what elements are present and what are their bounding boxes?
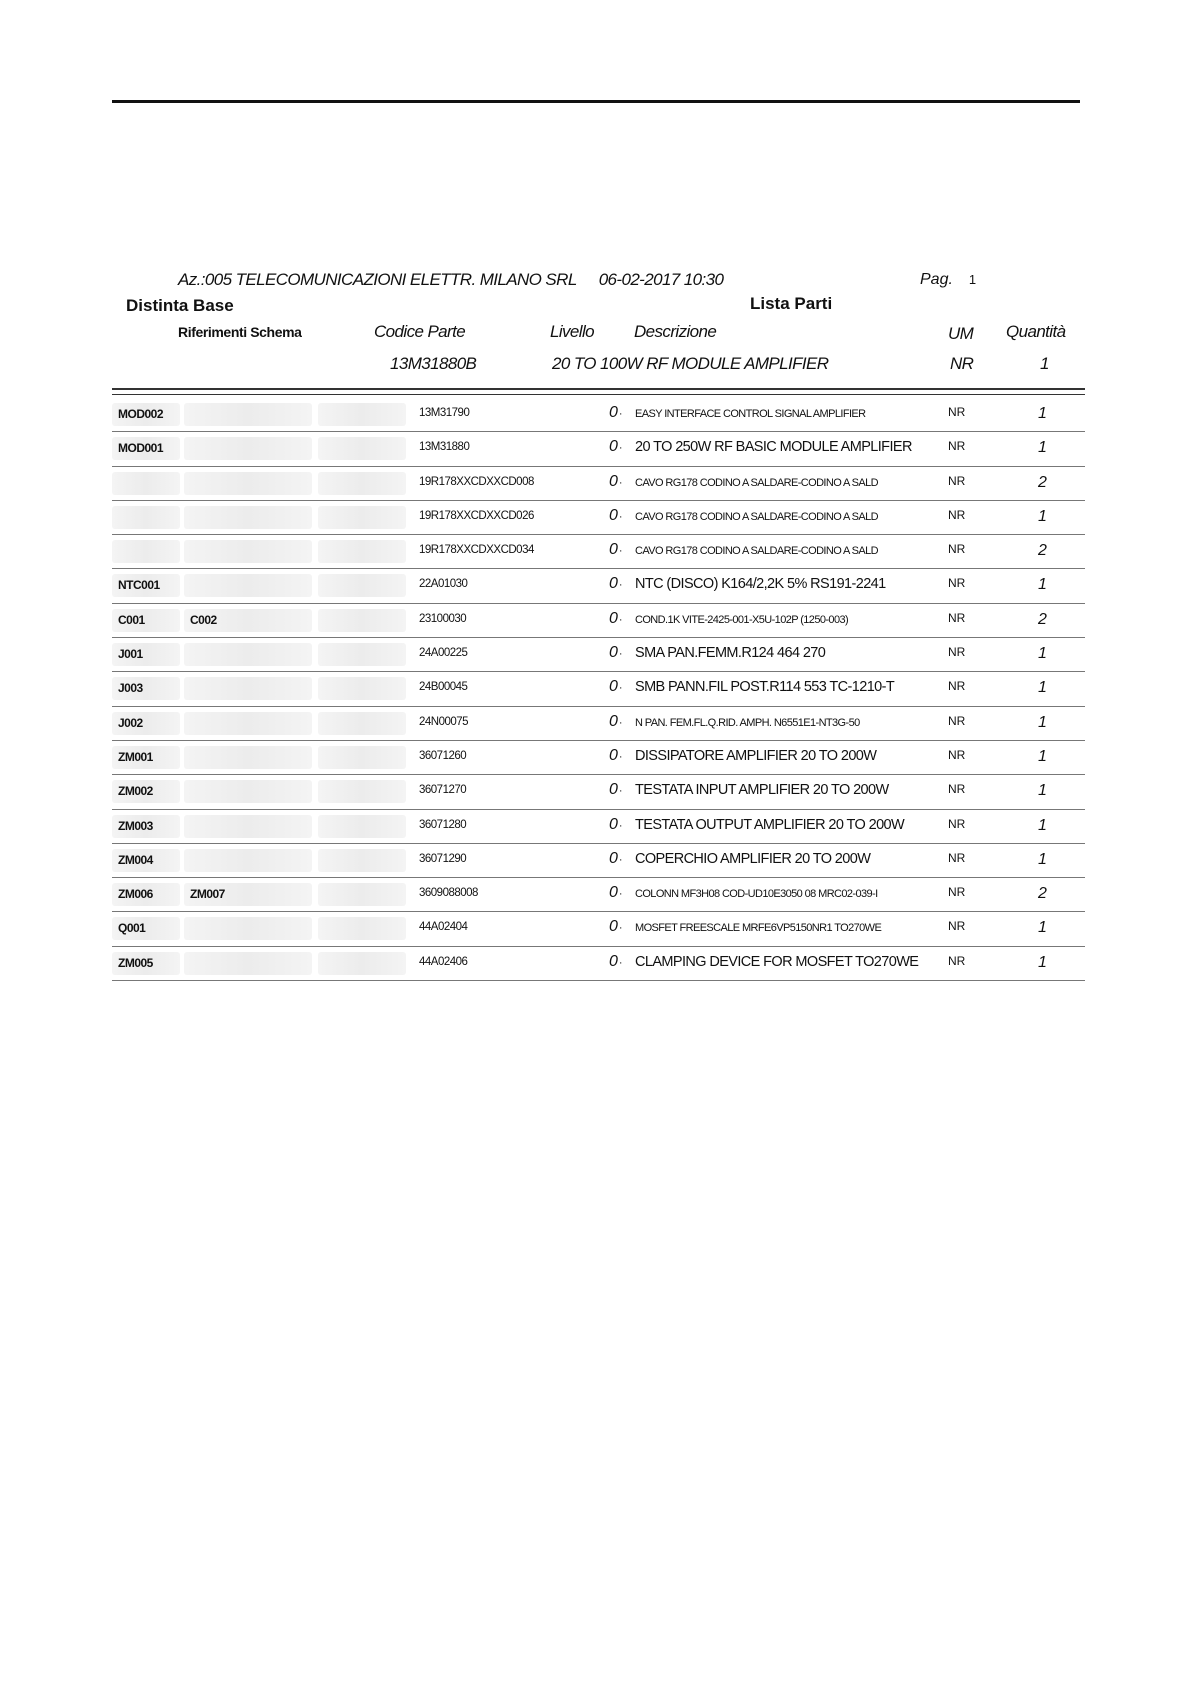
redacted-cell	[184, 472, 312, 495]
cell-descrizione: TESTATA OUTPUT AMPLIFIER 20 TO 200W	[635, 816, 905, 833]
cell-descrizione: TESTATA INPUT AMPLIFIER 20 TO 200W	[635, 782, 889, 799]
cell-riferimento-1: ZM005	[118, 955, 153, 970]
livello-marker: ·	[618, 545, 623, 558]
page-number: 1	[968, 272, 977, 287]
cell-livello-value: 0	[609, 644, 618, 662]
cell-descrizione: N PAN. FEM.FL.Q.RID. AMPH. N6551E1-NT3G-50	[635, 716, 860, 729]
cell-riferimento-2: C002	[190, 612, 217, 627]
cell-quantita: 1	[1038, 405, 1047, 422]
redacted-cell	[318, 403, 406, 426]
cell-riferimento-1: C001	[118, 612, 145, 627]
cell-quantita: 1	[1038, 576, 1047, 594]
cell-riferimento-1: J001	[118, 647, 143, 662]
cell-livello	[609, 781, 623, 799]
cell-livello	[609, 816, 623, 834]
table-row	[112, 672, 1085, 706]
livello-marker: ·	[618, 956, 623, 969]
cell-livello-value: 0	[609, 609, 618, 627]
table-row	[112, 810, 1085, 844]
redacted-cell	[318, 574, 406, 597]
table-row	[112, 707, 1085, 741]
cell-quantita: 1	[1038, 507, 1047, 525]
table-rule-top	[112, 388, 1085, 390]
livello-marker: ·	[618, 613, 623, 626]
cell-descrizione: DISSIPATORE AMPLIFIER 20 TO 200W	[635, 747, 877, 764]
cell-descrizione: CLAMPING DEVICE FOR MOSFET TO270WE	[635, 953, 919, 970]
col-header-riferimenti: Riferimenti Schema	[178, 324, 302, 340]
cell-codice: 3609088008	[419, 887, 478, 900]
table-row	[112, 844, 1085, 878]
col-header-codice: Codice Parte	[374, 322, 466, 341]
parent-um: NR	[950, 354, 974, 373]
report-datetime: 06-02-2017 10:30	[598, 270, 724, 289]
cell-codice: 36071270	[419, 784, 467, 797]
cell-livello	[609, 438, 623, 456]
col-header-um: UM	[948, 324, 974, 343]
cell-um: NR	[948, 816, 966, 831]
cell-um: NR	[948, 610, 966, 625]
cell-livello-value: 0	[609, 815, 618, 833]
redacted-cell	[112, 506, 180, 529]
cell-riferimento-1: ZM004	[118, 852, 153, 867]
table-row	[112, 878, 1085, 912]
col-header-descrizione: Descrizione	[634, 322, 717, 341]
cell-quantita: 1	[1038, 439, 1047, 457]
report-header	[178, 270, 745, 290]
cell-livello	[609, 541, 623, 559]
cell-descrizione: 20 TO 250W RF BASIC MODULE AMPLIFIER	[635, 439, 912, 456]
livello-marker: ·	[618, 442, 623, 455]
redacted-cell	[112, 540, 180, 563]
cell-codice: 36071280	[419, 818, 467, 831]
cell-riferimento-1: ZM001	[118, 749, 153, 764]
cell-livello-value: 0	[609, 404, 618, 421]
redacted-cell	[184, 403, 312, 426]
cell-livello-value: 0	[609, 746, 618, 764]
cell-riferimento-1: MOD001	[118, 441, 164, 456]
cell-riferimento-1: Q001	[118, 921, 146, 936]
cell-descrizione: CAVO RG178 CODINO A SALDARE-CODINO A SALD	[635, 545, 878, 558]
redacted-cell	[318, 472, 406, 495]
redacted-cell	[184, 540, 312, 563]
redacted-cell	[318, 917, 406, 940]
cell-livello-value: 0	[609, 918, 618, 936]
cell-um: NR	[948, 850, 966, 865]
cell-livello-value: 0	[609, 506, 618, 524]
redacted-cell	[112, 472, 180, 495]
cell-um: NR	[948, 405, 966, 419]
livello-marker: ·	[618, 785, 623, 798]
redacted-cell	[318, 780, 406, 803]
cell-codice: 44A02406	[419, 955, 468, 968]
lista-parti-title: Lista Parti	[750, 294, 833, 313]
cell-livello	[609, 747, 623, 765]
cell-quantita: 1	[1038, 953, 1047, 971]
redacted-cell	[184, 712, 312, 735]
cell-um: NR	[948, 919, 966, 934]
cell-quantita: 1	[1038, 679, 1047, 697]
cell-quantita: 2	[1038, 610, 1047, 628]
cell-livello	[609, 713, 623, 731]
cell-descrizione: COLONN MF3H08 COD-UD10E3050 08 MRC02-039-I	[635, 888, 878, 901]
cell-livello-value: 0	[609, 678, 618, 696]
table-row	[112, 912, 1085, 946]
cell-um: NR	[948, 953, 966, 968]
top-rule	[112, 100, 1080, 103]
table-row	[112, 398, 1085, 432]
redacted-cell	[318, 849, 406, 872]
redacted-cell	[184, 574, 312, 597]
cell-descrizione: EASY INTERFACE CONTROL SIGNAL AMPLIFIER	[635, 408, 866, 420]
cell-riferimento-2: ZM007	[190, 887, 225, 902]
cell-livello-value: 0	[609, 575, 618, 593]
livello-marker: ·	[618, 853, 623, 866]
cell-codice: 22A01030	[419, 578, 468, 591]
cell-um: NR	[948, 507, 966, 522]
cell-livello	[609, 575, 623, 593]
cell-descrizione: COPERCHIO AMPLIFIER 20 TO 200W	[635, 850, 871, 867]
cell-livello	[609, 850, 623, 868]
parent-quantita: 1	[1040, 354, 1049, 373]
cell-descrizione: NTC (DISCO) K164/2,2K 5% RS191-2241	[635, 576, 886, 593]
cell-quantita: 1	[1038, 645, 1047, 663]
cell-codice: 24B00045	[419, 681, 468, 694]
cell-riferimento-1: J003	[118, 681, 143, 696]
livello-marker: ·	[618, 510, 623, 523]
redacted-cell	[318, 746, 406, 769]
cell-codice: 23100030	[419, 612, 467, 625]
table-row	[112, 638, 1085, 672]
cell-quantita: 1	[1038, 747, 1047, 765]
table-row	[112, 569, 1085, 603]
cell-um: NR	[948, 645, 966, 660]
cell-codice: 44A02404	[419, 921, 468, 934]
cell-riferimento-1: MOD002	[118, 407, 164, 421]
cell-livello	[609, 473, 623, 491]
cell-riferimento-1: ZM006	[118, 887, 153, 902]
cell-um: NR	[948, 679, 966, 694]
redacted-cell	[318, 643, 406, 666]
cell-livello	[609, 644, 623, 662]
cell-descrizione: CAVO RG178 CODINO A SALDARE-CODINO A SALD	[635, 510, 878, 523]
redacted-cell	[184, 815, 312, 838]
redacted-cell	[318, 677, 406, 700]
cell-um: NR	[948, 542, 966, 557]
livello-marker: ·	[618, 750, 623, 763]
cell-quantita: 2	[1038, 542, 1047, 560]
cell-livello	[609, 610, 623, 628]
cell-descrizione: SMB PANN.FIL POST.R114 553 TC-1210-T	[635, 679, 895, 696]
cell-descrizione: MOSFET FREESCALE MRFE6VP5150NR1 TO270WE	[635, 922, 882, 935]
cell-livello-value: 0	[609, 438, 618, 456]
cell-um: NR	[948, 885, 966, 900]
cell-quantita: 2	[1038, 885, 1047, 903]
cell-um: NR	[948, 576, 966, 591]
distinta-base-title: Distinta Base	[126, 296, 234, 315]
livello-marker: ·	[618, 716, 623, 729]
redacted-cell	[318, 883, 406, 906]
redacted-cell	[318, 506, 406, 529]
table-row	[112, 947, 1085, 981]
cell-riferimento-1: ZM002	[118, 784, 153, 799]
cell-codice: 13M31790	[419, 407, 470, 419]
parts-table	[112, 398, 1085, 981]
page-label: Pag.	[920, 271, 953, 288]
redacted-cell	[318, 437, 406, 460]
livello-marker: ·	[618, 888, 623, 901]
redacted-cell	[318, 540, 406, 563]
cell-livello-value: 0	[609, 849, 618, 867]
cell-descrizione: COND.1K VITE-2425-001-X5U-102P (1250-003)	[635, 613, 849, 626]
col-header-quantita: Quantità	[1006, 322, 1066, 341]
cell-livello-value: 0	[609, 541, 618, 559]
redacted-cell	[318, 712, 406, 735]
cell-um: NR	[948, 782, 966, 797]
cell-codice: 19R178XXCDXXCD034	[419, 544, 534, 557]
cell-codice: 24N00075	[419, 715, 469, 728]
cell-quantita: 1	[1038, 919, 1047, 937]
cell-codice: 19R178XXCDXXCD026	[419, 509, 534, 522]
cell-livello-value: 0	[609, 472, 618, 490]
cell-livello	[609, 404, 623, 422]
cell-um: NR	[948, 747, 966, 762]
cell-quantita: 2	[1038, 473, 1047, 491]
cell-codice: 13M31880	[419, 441, 470, 454]
cell-codice: 36071260	[419, 749, 467, 762]
cell-livello	[609, 918, 623, 936]
cell-descrizione: SMA PAN.FEMM.R124 464 270	[635, 645, 826, 662]
cell-livello-value: 0	[609, 884, 618, 902]
redacted-cell	[318, 815, 406, 838]
table-row	[112, 467, 1085, 501]
table-rule-bottom	[112, 394, 1085, 395]
parent-descrizione: 20 TO 100W RF MODULE AMPLIFIER	[552, 354, 829, 373]
cell-livello	[609, 507, 623, 525]
company-name: Az.:005 TELECOMUNICAZIONI ELETTR. MILANO SRL	[178, 270, 577, 289]
cell-livello-value: 0	[609, 952, 618, 970]
redacted-cell	[184, 849, 312, 872]
table-row	[112, 432, 1085, 466]
cell-codice: 19R178XXCDXXCD008	[419, 475, 534, 488]
livello-marker: ·	[618, 819, 623, 832]
livello-marker: ·	[618, 579, 623, 592]
redacted-cell	[318, 609, 406, 632]
redacted-cell	[184, 952, 312, 975]
redacted-cell	[184, 437, 312, 460]
table-row	[112, 535, 1085, 569]
cell-um: NR	[948, 439, 966, 454]
redacted-cell	[184, 780, 312, 803]
redacted-cell	[184, 677, 312, 700]
cell-riferimento-1: J002	[118, 715, 143, 730]
parent-codice: 13M31880B	[390, 354, 477, 373]
cell-quantita: 1	[1038, 713, 1047, 731]
cell-quantita: 1	[1038, 850, 1047, 868]
cell-codice: 24A00225	[419, 647, 468, 660]
table-row	[112, 741, 1085, 775]
table-row	[112, 775, 1085, 809]
livello-marker: ·	[618, 648, 623, 661]
cell-um: NR	[948, 473, 966, 488]
cell-riferimento-1: NTC001	[118, 578, 160, 593]
redacted-cell	[184, 643, 312, 666]
cell-quantita: 1	[1038, 816, 1047, 834]
table-row	[112, 501, 1085, 535]
cell-livello	[609, 953, 623, 971]
table-row	[112, 604, 1085, 638]
page-indicator	[920, 271, 976, 289]
col-header-livello: Livello	[550, 322, 594, 341]
cell-livello	[609, 884, 623, 902]
cell-descrizione: CAVO RG178 CODINO A SALDARE-CODINO A SALD	[635, 476, 878, 489]
cell-livello	[609, 678, 623, 696]
redacted-cell	[184, 917, 312, 940]
cell-livello-value: 0	[609, 781, 618, 799]
redacted-cell	[318, 952, 406, 975]
livello-marker: ·	[618, 922, 623, 935]
livello-marker: ·	[618, 476, 623, 489]
livello-marker: ·	[618, 682, 623, 695]
cell-quantita: 1	[1038, 782, 1047, 800]
redacted-cell	[184, 746, 312, 769]
livello-marker: ·	[618, 408, 623, 420]
cell-riferimento-1: ZM003	[118, 818, 153, 833]
cell-codice: 36071290	[419, 852, 467, 865]
cell-um: NR	[948, 713, 966, 728]
cell-livello-value: 0	[609, 712, 618, 730]
redacted-cell	[184, 506, 312, 529]
